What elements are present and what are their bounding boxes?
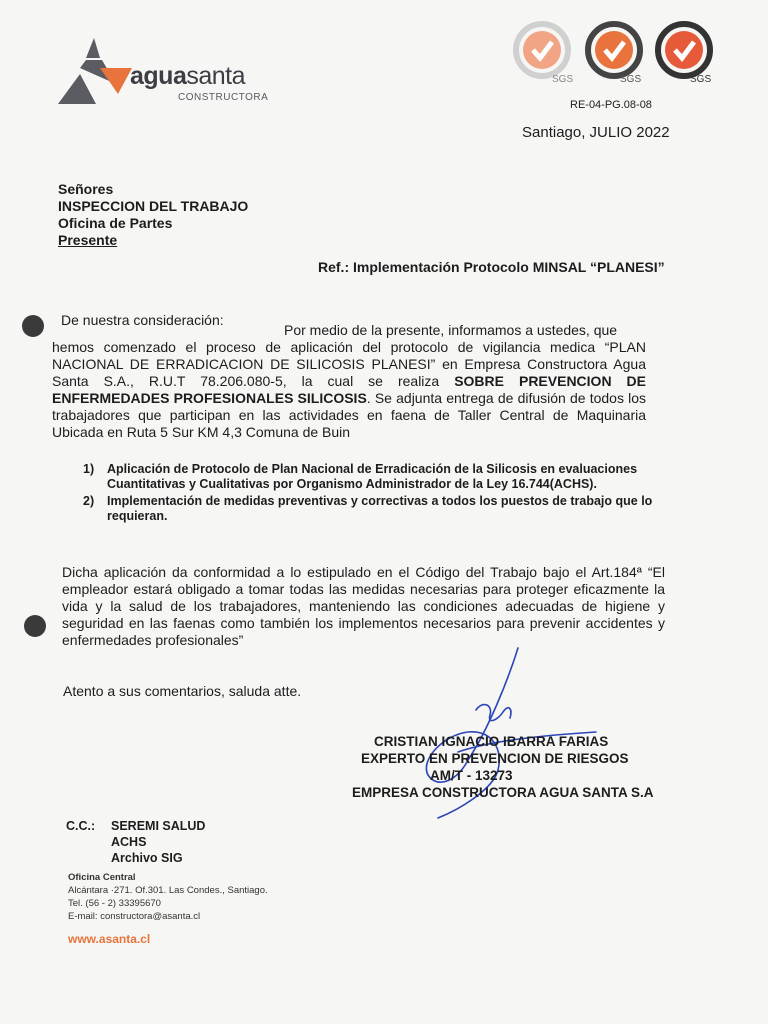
certification-seals xyxy=(512,20,718,86)
body-paragraph-2: Dicha aplicación da conformidad a lo estipulado en el Código del Trabajo bajo el Art.184ª “El empleador estará obligado a tomar todas las medidas necesarias para proteger eficazmente la vida y la salud de los trabajadores, manteniendo las condiciones adecuadas de higiene y seguridad en las faenas como también los implementos necesarios para prevenir accidentes y enfermedades profesionales” xyxy=(62,564,665,648)
recipient-line-2: INSPECCION DEL TRABAJO xyxy=(58,198,249,214)
seal-label-1: SGS xyxy=(552,74,574,85)
punch-hole-top xyxy=(22,315,44,337)
cc-item: SEREMI SALUD xyxy=(111,819,206,833)
date-line: Santiago, JULIO 2022 xyxy=(522,124,670,141)
signatory-name: CRISTIAN IGNACIO IBARRA FARIAS xyxy=(374,734,609,749)
logo-wordmark: aguasanta xyxy=(130,62,246,90)
recipient-block xyxy=(58,181,248,249)
signatory-title: EXPERTO EN PREVENCION DE RIESGOS xyxy=(361,751,629,766)
closing-line: Atento a sus comentarios, saluda atte. xyxy=(63,683,302,699)
paragraph-1-text-b: . Se adjunta entrega de difusión de todos los trabajadores que participan en las actividades en faena de Taller Central de Maquinaria Ubicada en Ruta 5 Sur KM 4,3 Comuna de Buin xyxy=(52,390,646,440)
punch-hole-bottom xyxy=(24,615,46,637)
seal-label-3: SGS xyxy=(690,74,712,85)
greeting: De nuestra consideración: xyxy=(61,312,224,328)
list-item: 1) Aplicación de Protocolo de Plan Nacional de Erradicación de la Silicosis en evaluaciones Cuantitativas y Cualitativas por Organismo Administrador de la Ley 16.744(ACHS). xyxy=(83,462,638,491)
body-paragraph-1 xyxy=(52,322,646,441)
document-code: RE-04-PG.08-08 xyxy=(570,99,652,111)
recipient-line-1: Señores xyxy=(58,181,114,197)
signatory-registration: AM/T - 13273 xyxy=(430,768,513,783)
signatory-company: EMPRESA CONSTRUCTORA AGUA SANTA S.A xyxy=(352,785,654,800)
office-footer xyxy=(68,871,268,923)
office-title: Oficina Central xyxy=(68,872,136,883)
cc-block xyxy=(66,818,205,866)
reference-line: Ref.: Implementación Protocolo MINSAL “PLANESI” xyxy=(318,259,665,275)
paragraph-1-bold: SOBRE PREVENCION DE ENFERMEDADES PROFESIONALES SILICOSIS xyxy=(52,373,646,406)
action-list xyxy=(83,462,663,526)
cc-label: C.C.: xyxy=(66,819,96,833)
logo-subtitle: CONSTRUCTORA xyxy=(178,92,269,103)
seal-label-2: SGS xyxy=(620,74,642,85)
office-email: E-mail: constructora@asanta.cl xyxy=(68,911,201,922)
cc-item: ACHS xyxy=(111,835,147,849)
recipient-line-3: Oficina de Partes xyxy=(58,215,173,231)
office-phone: Tel. (56 - 2) 33395670 xyxy=(68,898,161,909)
paragraph-1-opening: Por medio de la presente, informamos a ustedes, que xyxy=(284,322,618,338)
list-item: 2) Implementación de medidas preventivas y correctivas a todos los puestos de trabajo que lo requieran. xyxy=(83,494,653,523)
signatory-block xyxy=(352,733,672,801)
paragraph-1-text-a: hemos comenzado el proceso de aplicación del protocolo de vigilancia medica “PLAN NACIONAL DE ERRADICACION DE SILICOSIS PLANESI” en Empresa Constructora Agua Santa S.A., R.U.T 78.206.080-5, la cual se realiza xyxy=(52,339,646,389)
office-address: Alcántara ·271. Of.301. Las Condes., Santiago. xyxy=(68,885,268,896)
recipient-line-4: Presente xyxy=(58,232,118,248)
cc-item: Archivo SIG xyxy=(111,851,183,865)
website-link[interactable]: www.asanta.cl xyxy=(68,932,151,946)
